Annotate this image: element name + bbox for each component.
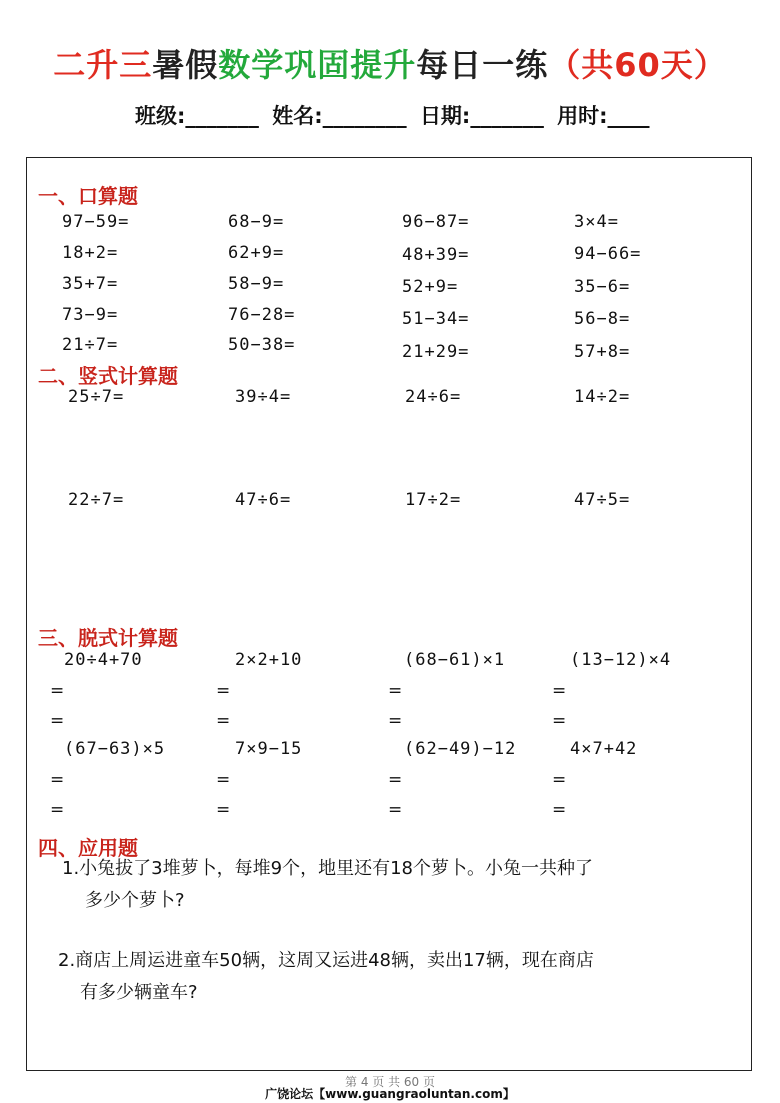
equals-line: = bbox=[50, 681, 65, 701]
equals-line: = bbox=[388, 711, 403, 731]
page-number: 第 4 页 共 60 页 bbox=[345, 1075, 435, 1089]
stepwise-problem: 20÷4+70 bbox=[64, 650, 143, 670]
time-field[interactable]: 用时:____ bbox=[557, 104, 650, 128]
equals-line: = bbox=[388, 800, 403, 820]
section-word-heading: 四、应用题 bbox=[38, 836, 138, 860]
stepwise-problem: 7×9−15 bbox=[235, 739, 303, 759]
title-part1: 二升三 bbox=[53, 46, 153, 84]
oral-problem: 52+9= bbox=[402, 277, 459, 297]
vertical-problem: 17÷2= bbox=[405, 490, 462, 510]
stepwise-problem: (68−61)×1 bbox=[404, 650, 506, 670]
oral-problem: 94−66= bbox=[574, 244, 642, 264]
section-stepwise-heading: 三、脱式计算题 bbox=[38, 626, 178, 650]
word-problem-1-line1: 1.小兔拔了3堆萝卜，每堆9个，地里还有18个萝卜。小兔一共种了 bbox=[62, 858, 593, 879]
stepwise-problem: (67−63)×5 bbox=[64, 739, 166, 759]
oral-problem: 3×4= bbox=[574, 212, 619, 232]
word-problem-2-line2: 有多少辆童车? bbox=[80, 982, 198, 1003]
equals-line: = bbox=[216, 800, 231, 820]
section-oral-heading: 一、口算题 bbox=[38, 184, 138, 208]
vertical-problem: 22÷7= bbox=[68, 490, 125, 510]
stepwise-problem: (62−49)−12 bbox=[404, 739, 517, 759]
name-field[interactable]: 姓名:________ bbox=[272, 104, 407, 128]
equals-line: = bbox=[388, 681, 403, 701]
oral-problem: 21÷7= bbox=[62, 335, 119, 355]
vertical-problem: 39÷4= bbox=[235, 387, 292, 407]
stepwise-problem: 4×7+42 bbox=[570, 739, 638, 759]
vertical-problem: 24÷6= bbox=[405, 387, 462, 407]
page-title bbox=[0, 40, 780, 86]
class-field[interactable]: 班级:_______ bbox=[135, 104, 259, 128]
oral-problem: 56−8= bbox=[574, 309, 631, 329]
oral-problem: 58−9= bbox=[228, 274, 285, 294]
word-problem-1-line2: 多少个萝卜? bbox=[85, 890, 185, 911]
oral-problem: 21+29= bbox=[402, 342, 470, 362]
oral-problem: 51−34= bbox=[402, 309, 470, 329]
worksheet-frame bbox=[26, 157, 752, 1071]
equals-line: = bbox=[50, 800, 65, 820]
title-part3: 数学巩固提升 bbox=[218, 46, 417, 84]
oral-problem: 76−28= bbox=[228, 305, 296, 325]
oral-problem: 62+9= bbox=[228, 243, 285, 263]
equals-line: = bbox=[552, 681, 567, 701]
stepwise-problem: 2×2+10 bbox=[235, 650, 303, 670]
equals-line: = bbox=[552, 800, 567, 820]
oral-problem: 35+7= bbox=[62, 274, 119, 294]
equals-line: = bbox=[552, 711, 567, 731]
oral-problem: 50−38= bbox=[228, 335, 296, 355]
student-info-line bbox=[135, 100, 656, 130]
word-problem-2-line1: 2.商店上周运进童车50辆，这周又运进48辆，卖出17辆，现在商店 bbox=[58, 950, 594, 971]
vertical-problem: 47÷6= bbox=[235, 490, 292, 510]
oral-problem: 68−9= bbox=[228, 212, 285, 232]
stepwise-problem: (13−12)×4 bbox=[570, 650, 672, 670]
oral-problem: 97−59= bbox=[62, 212, 130, 232]
footer-source: 广饶论坛【www.guangraoluntan.com】 bbox=[265, 1087, 515, 1101]
oral-problem: 35−6= bbox=[574, 277, 631, 297]
oral-problem: 96−87= bbox=[402, 212, 470, 232]
oral-problem: 73−9= bbox=[62, 305, 119, 325]
equals-line: = bbox=[50, 711, 65, 731]
equals-line: = bbox=[216, 681, 231, 701]
oral-problem: 18+2= bbox=[62, 243, 119, 263]
equals-line: = bbox=[216, 770, 231, 790]
equals-line: = bbox=[388, 770, 403, 790]
date-field[interactable]: 日期:_______ bbox=[419, 104, 544, 128]
vertical-problem: 14÷2= bbox=[574, 387, 631, 407]
oral-problem: 48+39= bbox=[402, 245, 470, 265]
title-part5: （共60天） bbox=[548, 46, 727, 84]
equals-line: = bbox=[216, 711, 231, 731]
vertical-problem: 25÷7= bbox=[68, 387, 125, 407]
section-vertical-heading: 二、竖式计算题 bbox=[38, 364, 178, 388]
title-part4: 每日一练 bbox=[416, 46, 549, 84]
equals-line: = bbox=[50, 770, 65, 790]
vertical-problem: 47÷5= bbox=[574, 490, 631, 510]
equals-line: = bbox=[552, 770, 567, 790]
oral-problem: 57+8= bbox=[574, 342, 631, 362]
title-part2: 暑假 bbox=[152, 46, 219, 84]
